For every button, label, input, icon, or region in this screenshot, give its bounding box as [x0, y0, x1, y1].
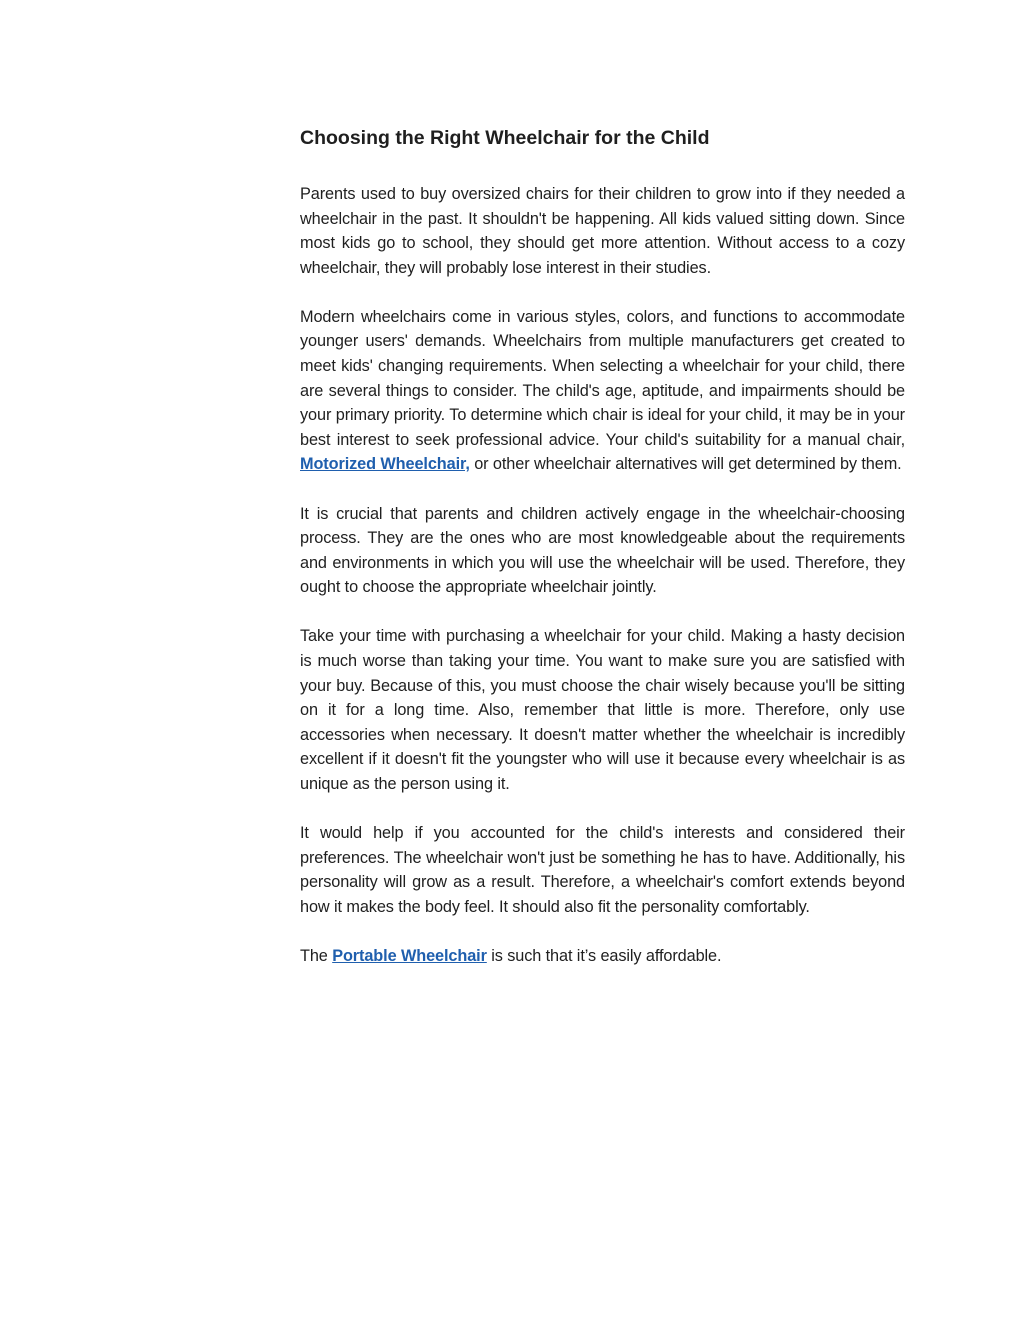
document-page [300, 124, 905, 993]
paragraph-2-text-after: or other wheelchair alternatives will get determined by them. [469, 455, 902, 474]
paragraph-5: It would help if you accounted for the child's interests and considered their preferences. The wheelchair won't just be something he has to have. Additionally, his personality will grow as a result. Therefore, a wheelchair's comfort extends beyond how it makes the body feel. It should also fit the personality comfortably. [300, 824, 905, 916]
motorized-wheelchair-link[interactable]: Motorized Wheelchair, [300, 455, 470, 474]
paragraph-2-text-before: Modern wheelchairs come in various styles, colors, and functions to accommodate younger users' demands. Wheelchairs from multiple manufacturers get created to meet kids' changing requirements. When selecting a wheelchair for your child, there are several things to consider. The child's age, aptitude, and impairments should be your primary priority. To determine which chair is ideal for your child, it may be in your best interest to seek professional advice. Your child's suitability for a manual chair, [300, 307, 905, 449]
paragraph-6 [300, 944, 905, 969]
paragraph-3: It is crucial that parents and children actively engage in the wheelchair-choosing process. They are the ones who are most knowledgeable about the requirements and environments in which you will use the wheelchair will be used. Therefore, they ought to choose the appropriate wheelchair jointly. [300, 504, 905, 597]
document-title: Choosing the Right Wheelchair for the Child [300, 127, 710, 149]
paragraph-6-text-before: The [300, 946, 333, 965]
paragraph-6-text-after: is such that it’s easily affordable. [486, 946, 722, 965]
paragraph-1: Parents used to buy oversized chairs for their children to grow into if they needed a wheelchair in the past. It shouldn't be happening. All kids valued sitting down. Since most kids go to school, they should get more attention. Without access to a cozy wheelchair, they will probably lose interest in their studies. [300, 185, 905, 277]
paragraph-2 [300, 305, 905, 477]
portable-wheelchair-link[interactable]: Portable Wheelchair [332, 946, 487, 965]
paragraph-4: Take your time with purchasing a wheelchair for your child. Making a hasty decision is much worse than taking your time. You want to make sure you are satisfied with your buy. Because of this, you must choose the chair wisely because you'll be sitting on it for a long time. Also, remember that little is more. Therefore, only use accessories when necessary. It doesn't matter whether the wheelchair is incredibly excellent if it doesn't fit the youngster who will use it because every wheelchair is as unique as the person using it. [300, 627, 905, 793]
